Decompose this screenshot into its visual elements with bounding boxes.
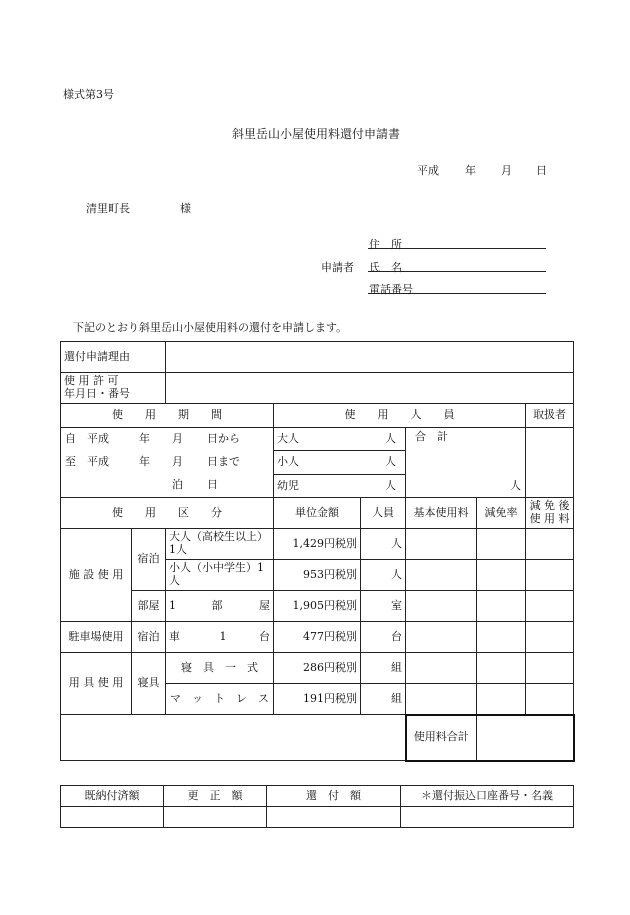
account-header: ＊還付振込口座番号・名義 bbox=[401, 786, 574, 807]
infant-label: 幼児 bbox=[277, 478, 299, 492]
reduction-header: 減免率 bbox=[477, 498, 526, 529]
car-label bbox=[166, 622, 274, 653]
infant-unit: 人 bbox=[385, 478, 396, 492]
period-header: 使 用 期 間 bbox=[61, 404, 274, 428]
fee-total-field[interactable] bbox=[477, 715, 574, 761]
to-month: 月 bbox=[172, 455, 183, 468]
permit-label-line2: 年月日・番号 bbox=[64, 387, 130, 400]
parking-stay-label: 宿泊 bbox=[132, 622, 166, 653]
phone-line bbox=[368, 293, 546, 294]
reason-field[interactable] bbox=[166, 342, 574, 373]
permit-label-line1: 使 用 許 可 bbox=[64, 374, 119, 388]
room-basic-fee[interactable] bbox=[406, 591, 477, 622]
account-field[interactable] bbox=[401, 807, 574, 828]
from-month: 月 bbox=[172, 432, 183, 445]
addressee-name: 清里町長 bbox=[86, 202, 130, 215]
child-price: 953円税別 bbox=[274, 560, 361, 591]
permit-label bbox=[61, 373, 166, 404]
after-fee-header bbox=[526, 498, 574, 529]
date-era: 平成 bbox=[417, 164, 439, 177]
after-fee-line1: 減 免 後 bbox=[529, 499, 570, 513]
from-day: 日から bbox=[207, 432, 240, 445]
category-header: 使 用 区 分 bbox=[61, 498, 274, 529]
adult-count[interactable] bbox=[274, 428, 406, 451]
to-day: 日まで bbox=[207, 455, 240, 468]
child-after-fee[interactable] bbox=[526, 560, 574, 591]
mattress-label: マ ッ ト レ ス bbox=[166, 684, 274, 715]
refund-header: 還 付 額 bbox=[267, 786, 401, 807]
from-year: 年 bbox=[139, 432, 150, 445]
addressee-honorific: 様 bbox=[180, 202, 191, 215]
handler-header: 取扱者 bbox=[526, 404, 574, 428]
room-label bbox=[166, 591, 274, 622]
car-basic-fee[interactable] bbox=[406, 622, 477, 653]
bed-count[interactable] bbox=[361, 653, 406, 684]
child-fee-label: 小人（小中学生）1人 bbox=[166, 560, 274, 591]
basic-fee-header: 基本使用料 bbox=[406, 498, 477, 529]
equipment-label: 用 具 使 用 bbox=[61, 653, 132, 715]
handler-field[interactable] bbox=[526, 428, 574, 498]
period-cell[interactable] bbox=[61, 428, 274, 498]
car-label-2: 1 bbox=[219, 629, 227, 643]
corrected-field[interactable] bbox=[164, 807, 267, 828]
adult-unit: 人 bbox=[385, 431, 396, 445]
refund-field[interactable] bbox=[267, 807, 401, 828]
to-era: 至 平成 bbox=[65, 455, 109, 468]
room-price: 1,905円税別 bbox=[274, 591, 361, 622]
refund-table bbox=[60, 785, 574, 828]
room-label-2: 部 bbox=[211, 598, 223, 612]
room-unit: 室 bbox=[391, 598, 402, 612]
people-total[interactable] bbox=[406, 428, 526, 498]
bedding-label: 寝具 bbox=[132, 653, 166, 715]
child-fee-count[interactable] bbox=[361, 560, 406, 591]
date-year: 年 bbox=[465, 164, 476, 177]
room-after-fee[interactable] bbox=[526, 591, 574, 622]
corrected-header: 更 正 額 bbox=[164, 786, 267, 807]
child-label: 小人 bbox=[277, 455, 299, 469]
adult-after-fee[interactable] bbox=[526, 529, 574, 560]
child-unit: 人 bbox=[385, 455, 396, 469]
days-label: 日 bbox=[207, 478, 218, 491]
total-label: 合 計 bbox=[415, 430, 448, 443]
bed-reduction[interactable] bbox=[477, 653, 526, 684]
reason-label: 還付申請理由 bbox=[61, 342, 166, 373]
applicant-phone-label: 電話番号 bbox=[369, 283, 413, 296]
applicant-address-label: 住 所 bbox=[369, 238, 402, 251]
after-fee-line2: 使 用 料 bbox=[529, 512, 570, 525]
adult-fee-label: 大人（高校生以上）1人 bbox=[166, 529, 274, 560]
fee-total-label: 使用料合計 bbox=[406, 715, 477, 761]
car-count[interactable] bbox=[361, 622, 406, 653]
room-category: 部屋 bbox=[132, 591, 166, 622]
bed-price: 286円税別 bbox=[274, 653, 361, 684]
mattress-price: 191円税別 bbox=[274, 684, 361, 715]
permit-field[interactable] bbox=[166, 373, 574, 404]
nights-label: 泊 bbox=[172, 478, 183, 491]
to-year: 年 bbox=[139, 455, 150, 468]
room-label-3: 屋 bbox=[259, 598, 270, 612]
infant-count[interactable] bbox=[274, 474, 406, 497]
child-fee-unit: 人 bbox=[391, 567, 402, 581]
form-number: 様式第3号 bbox=[63, 88, 114, 101]
bed-unit: 組 bbox=[391, 660, 402, 674]
room-label-1: 1 bbox=[169, 598, 176, 612]
unit-price-header: 単位金額 bbox=[274, 498, 361, 529]
name-line bbox=[368, 271, 546, 272]
child-reduction[interactable] bbox=[477, 560, 526, 591]
car-label-3: 台 bbox=[259, 629, 270, 643]
mattress-count[interactable] bbox=[361, 684, 406, 715]
adult-price: 1,429円税別 bbox=[274, 529, 361, 560]
mattress-unit: 組 bbox=[391, 691, 402, 705]
applicant-name-label: 氏 名 bbox=[369, 261, 402, 274]
child-basic-fee[interactable] bbox=[406, 560, 477, 591]
total-unit: 人 bbox=[510, 479, 521, 493]
facility-label: 施 設 使 用 bbox=[61, 529, 132, 622]
mattress-after-fee[interactable] bbox=[526, 684, 574, 715]
date-day: 日 bbox=[536, 164, 547, 177]
address-line bbox=[368, 248, 546, 249]
applicant-label: 申請者 bbox=[321, 261, 354, 274]
bed-set-label: 寝 具 一 式 bbox=[166, 653, 274, 684]
car-unit: 台 bbox=[391, 629, 402, 643]
room-count[interactable] bbox=[361, 591, 406, 622]
adult-reduction[interactable] bbox=[477, 529, 526, 560]
bed-basic-fee[interactable] bbox=[406, 653, 477, 684]
adult-fee-count[interactable] bbox=[361, 529, 406, 560]
stay-label: 宿泊 bbox=[132, 529, 166, 591]
adult-fee-unit: 人 bbox=[391, 536, 402, 550]
people-header: 使 用 人 員 bbox=[274, 404, 526, 428]
adult-label: 大人 bbox=[277, 431, 299, 445]
paid-header: 既納付済額 bbox=[61, 786, 164, 807]
paid-field[interactable] bbox=[61, 807, 164, 828]
bed-after-fee[interactable] bbox=[526, 653, 574, 684]
parking-label: 駐車場使用 bbox=[61, 622, 132, 653]
form-title: 斜里岳山小屋使用料還付申請書 bbox=[232, 127, 401, 141]
car-label-1: 車 bbox=[169, 629, 180, 643]
child-count[interactable] bbox=[274, 451, 406, 474]
car-reduction[interactable] bbox=[477, 622, 526, 653]
car-after-fee[interactable] bbox=[526, 622, 574, 653]
room-reduction[interactable] bbox=[477, 591, 526, 622]
total-blank bbox=[61, 715, 406, 761]
count-header: 人員 bbox=[361, 498, 406, 529]
main-table bbox=[60, 341, 575, 762]
from-era: 自 平成 bbox=[65, 432, 109, 445]
car-price: 477円税別 bbox=[274, 622, 361, 653]
mattress-reduction[interactable] bbox=[477, 684, 526, 715]
intro-text: 下記のとおり斜里岳山小屋使用料の還付を申請します。 bbox=[73, 321, 348, 334]
adult-basic-fee[interactable] bbox=[406, 529, 477, 560]
date-month: 月 bbox=[501, 164, 512, 177]
mattress-basic-fee[interactable] bbox=[406, 684, 477, 715]
